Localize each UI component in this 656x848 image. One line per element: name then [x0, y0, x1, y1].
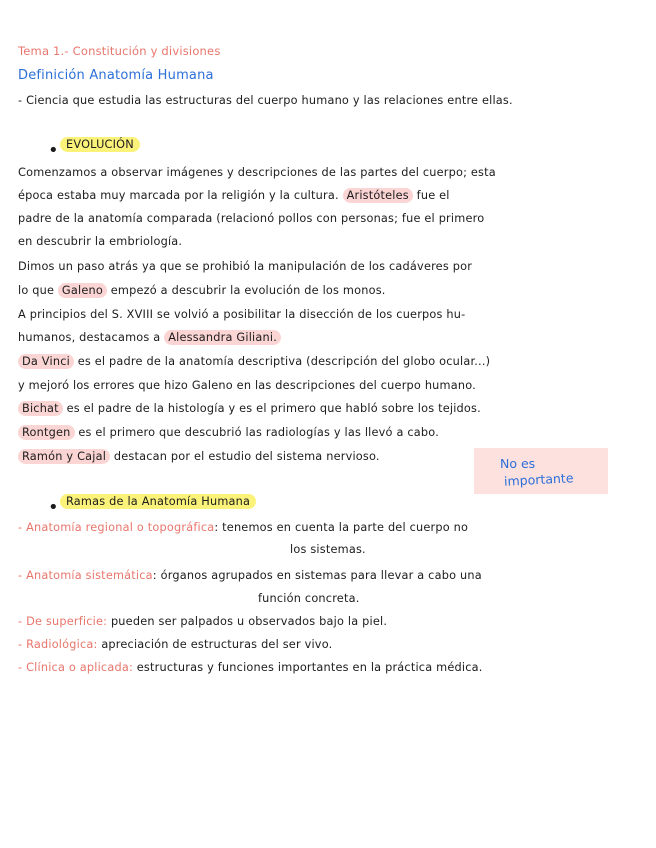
evo-p4-l1 [18, 355, 490, 368]
evo-p3-l2a: humanos, destacamos a [18, 331, 161, 344]
rama-item-1 [18, 521, 468, 534]
rama-desc: apreciación de estructuras del ser vivo. [101, 638, 333, 651]
evo-p6 [18, 426, 439, 439]
rama-item-3 [18, 615, 387, 628]
evo-p2-l2 [18, 284, 386, 297]
evo-p7-text: destacan por el estudio del sistema nervioso. [113, 450, 380, 463]
davinci-highlight: Da Vinci [18, 354, 74, 369]
rama-desc: : tenemos en cuenta la parte del cuerpo no [214, 521, 469, 534]
rama-term: - Clínica o aplicada: [18, 661, 133, 674]
rama-desc: : órganos agrupados en sistemas para llevar a cabo una [152, 569, 482, 582]
sticky-note [474, 448, 608, 494]
evolucion-heading [60, 138, 140, 151]
rama-term: - Anatomía regional o topográfica [18, 521, 215, 534]
rama-item-1-cont: los sistemas. [290, 543, 366, 556]
evo-p3-l2 [18, 331, 281, 344]
evo-p2-l2a: lo que [18, 284, 55, 297]
note-line-2: importante [503, 470, 574, 489]
giliani-highlight: Alessandra Giliani. [164, 330, 281, 345]
ramas-heading-text: Ramas de la Anatomía Humana [60, 494, 256, 509]
bullet-icon: • [48, 140, 59, 161]
evo-p2-l1: Dimos un paso atrás ya que se prohibió la manipulación de los cadáveres por [18, 260, 473, 273]
cajal-highlight: Ramón y Cajal [18, 449, 110, 464]
rama-desc: pueden ser palpados u observados bajo la piel. [110, 615, 388, 628]
evo-p1-l4: en descubrir la embriología. [18, 235, 183, 248]
evo-p6-text: es el primero que descubrió las radiologías y las llevó a cabo. [78, 426, 439, 439]
intro-text: - Ciencia que estudia las estructuras del cuerpo humano y las relaciones entre ellas. [18, 94, 513, 107]
evo-p4-l1-text: es el padre de la anatomía descriptiva (descripción del globo ocular...) [77, 355, 491, 368]
evo-p4-l2: y mejoró los errores que hizo Galeno en las descripciones del cuerpo humano. [18, 379, 476, 392]
rama-item-2-cont: función concreta. [258, 592, 360, 605]
rama-item-2 [18, 569, 482, 582]
evo-p1-l3: padre de la anatomía comparada (relacionó pollos con personas; fue el primero [18, 212, 485, 225]
rama-term: - Radiológica: [18, 638, 98, 651]
evolucion-heading-text: EVOLUCIÓN [60, 137, 140, 152]
galeno-highlight: Galeno [58, 283, 107, 298]
rontgen-highlight: Rontgen [18, 425, 75, 440]
bichat-highlight: Bichat [18, 401, 63, 416]
rama-desc: estructuras y funciones importantes en la práctica médica. [136, 661, 483, 674]
definition-heading: Definición Anatomía Humana [18, 68, 214, 83]
note-line-1: No es [500, 456, 536, 471]
evo-p3-l1: A principios del S. XVIII se volvió a posibilitar la disección de los cuerpos hu- [18, 308, 466, 321]
rama-term: - Anatomía sistemática [18, 569, 153, 582]
evo-p5 [18, 402, 481, 415]
evo-p5-text: es el padre de la histología y es el primero que habló sobre los tejidos. [66, 402, 481, 415]
aristoteles-highlight: Aristóteles [343, 188, 413, 203]
evo-p1-l2b: fue el [416, 189, 450, 202]
rama-term: - De superficie: [18, 615, 108, 628]
evo-p1-l2 [18, 189, 450, 202]
evo-p1-l1: Comenzamos a observar imágenes y descripciones de las partes del cuerpo; esta [18, 166, 496, 179]
bullet-icon: • [48, 497, 59, 518]
evo-p1-l2a: época estaba muy marcada por la religión y la cultura. [18, 189, 339, 202]
rama-item-5 [18, 661, 483, 674]
rama-item-4 [18, 638, 332, 651]
evo-p7 [18, 450, 380, 463]
ramas-heading [60, 495, 256, 508]
page-title: Tema 1.- Constitución y divisiones [18, 44, 221, 58]
evo-p2-l2b: empezó a descubrir la evolución de los monos. [110, 284, 386, 297]
